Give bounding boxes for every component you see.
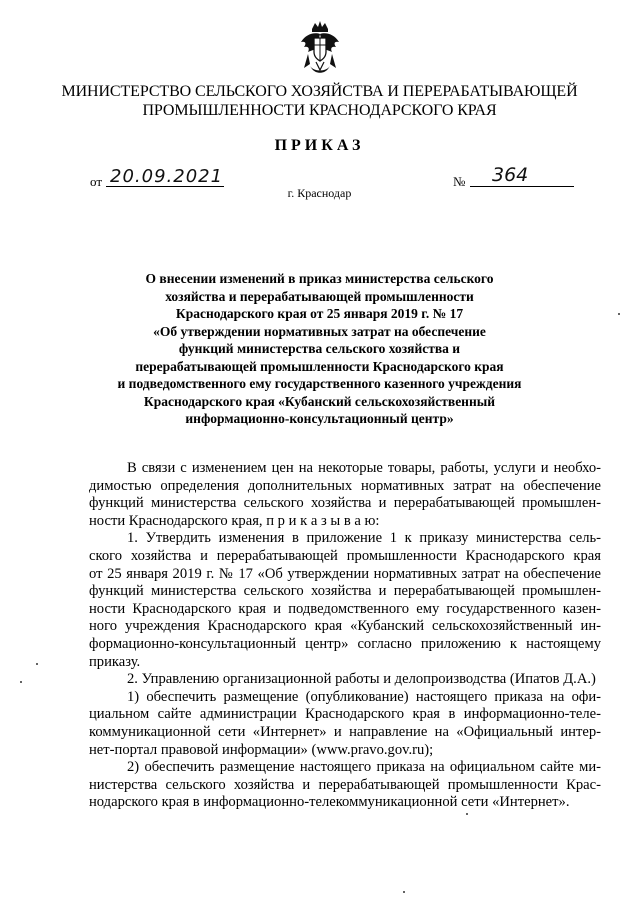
title-line: О внесении изменений в приказ министерства сельского bbox=[145, 271, 494, 286]
document-type-heading: ПРИКАЗ bbox=[274, 137, 365, 154]
date-prefix-label: от bbox=[90, 174, 103, 189]
body-line: ности Краснодарского края и подведомственного ему государственного казен- bbox=[89, 600, 601, 617]
body-line: циальном сайте администрации Краснодарского края в информационно-теле- bbox=[89, 706, 601, 723]
body-line: функций министерства сельского хозяйства и перерабатывающей промышлен- bbox=[89, 583, 601, 600]
body-line: 2. Управлению организационной работы и делопроизводства (Ипатов Д.А.) bbox=[127, 671, 596, 688]
title-line: «Об утверждении нормативных затрат на обеспечение bbox=[153, 323, 486, 339]
ministry-name-line: ПРОМЫШЛЕННОСТИ КРАСНОДАРСКОГО КРАЯ bbox=[142, 102, 497, 119]
city-label: г. Краснодар bbox=[287, 186, 352, 200]
body-line: 1. Утвердить изменения в приложение 1 к приказу министерства сель- bbox=[127, 530, 601, 547]
body-line: 1) обеспечить размещение (опубликование) настоящего приказа на офи- bbox=[127, 688, 601, 705]
title-line: функций министерства сельского хозяйства и bbox=[178, 341, 461, 356]
body-line: нодарского края в информационно-телекоммуникационной сети «Интернет». bbox=[89, 794, 570, 811]
body-line: ского хозяйства и перерабатывающей промышленности Краснодарского края bbox=[89, 547, 601, 564]
scan-speck bbox=[466, 813, 468, 815]
order-title bbox=[90, 270, 549, 428]
body-line: коммуникационной сети «Интернет» и направление на «Официальный интер- bbox=[89, 723, 601, 740]
body-line: нет-портал правовой информации» (www.pravo.gov.ru); bbox=[89, 741, 434, 758]
title-line: хозяйства и перерабатывающей промышленности bbox=[165, 288, 474, 304]
body-line: димостью определения дополнительных нормативных затрат на обеспечение bbox=[89, 477, 601, 494]
title-line: Краснодарского края «Кубанский сельскохозяйственный bbox=[143, 393, 496, 409]
handwritten-date: 20.09.2021 bbox=[110, 166, 224, 187]
title-line: информационно-консультационный центр» bbox=[185, 411, 454, 426]
ministry-name-line: МИНИСТЕРСТВО СЕЛЬСКОГО ХОЗЯЙСТВА И ПЕРЕРАБАТЫВАЮЩЕЙ bbox=[61, 83, 578, 100]
scan-speck bbox=[36, 663, 38, 665]
scan-speck bbox=[618, 313, 620, 315]
title-line: Краснодарского края от 25 января 2019 г. № 17 bbox=[175, 306, 464, 321]
body-line: ного учреждения Краснодарского края «Кубанский сельскохозяйственный ин- bbox=[89, 618, 601, 635]
scan-speck bbox=[403, 891, 405, 893]
body-line: 2) обеспечить размещение настоящего приказа на официальном сайте ми- bbox=[127, 759, 601, 776]
body-line: функций министерства сельского хозяйства и перерабатывающей промышлен- bbox=[89, 495, 601, 512]
ministry-name bbox=[30, 82, 609, 120]
body-line: формационно-консультационный центр» согласно приложению к настоящему bbox=[89, 635, 601, 652]
number-prefix-label: № bbox=[453, 174, 466, 189]
order-body bbox=[89, 460, 601, 812]
scan-speck bbox=[20, 681, 22, 683]
handwritten-number: 364 bbox=[492, 164, 529, 186]
body-line: приказу. bbox=[89, 653, 141, 670]
title-line: и подведомственного ему государственного казенного учреждения bbox=[117, 376, 522, 391]
body-line: нистерства сельского хозяйства и перерабатывающей промышленности Крас- bbox=[89, 776, 601, 793]
body-line: от 25 января 2019 г. № 17 «Об утверждении нормативных затрат на обеспечение bbox=[89, 565, 601, 582]
body-line: ности Краснодарского края, п р и к а з ы в а ю: bbox=[89, 512, 380, 529]
title-line: перерабатывающей промышленности Краснодарского края bbox=[135, 358, 504, 374]
body-line: В связи с изменением цен на некоторые товары, работы, услуги и необхо- bbox=[127, 460, 601, 476]
coat-of-arms-emblem bbox=[298, 20, 342, 76]
